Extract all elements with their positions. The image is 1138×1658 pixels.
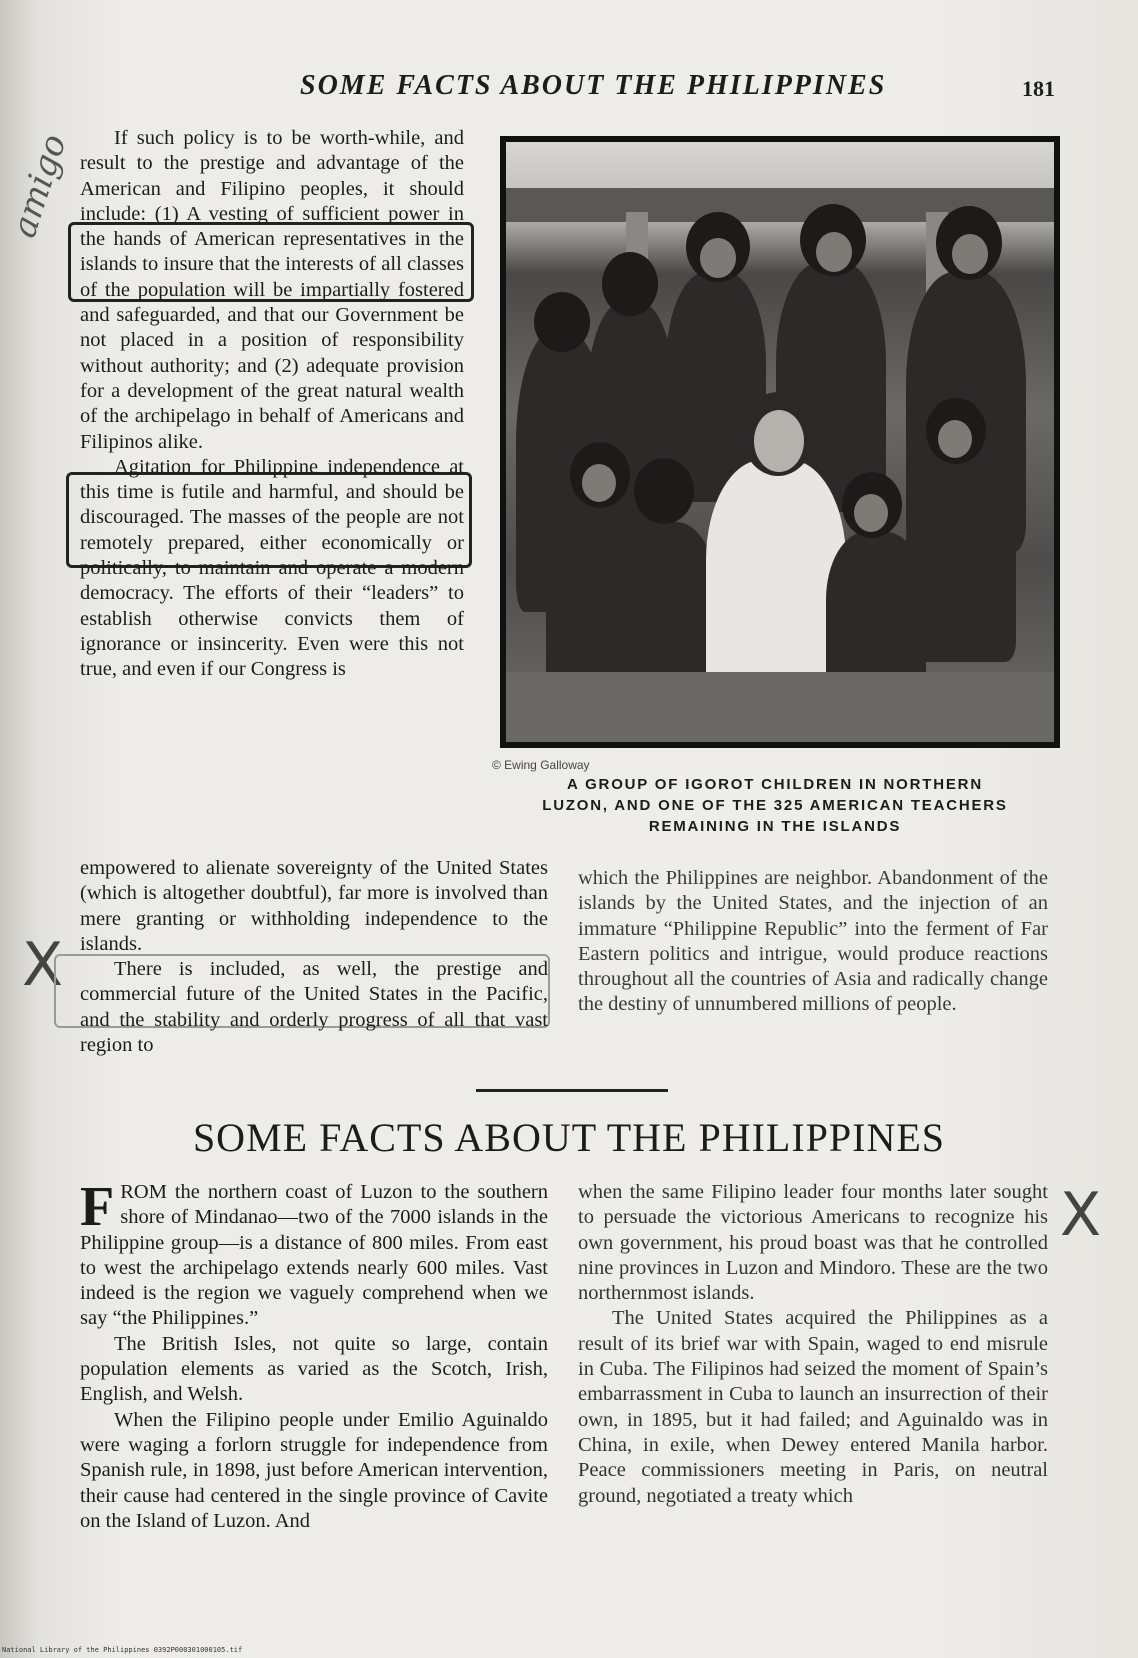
handwritten-x-mark-left: X	[22, 930, 64, 1000]
caption-line: REMAINING IN THE ISLANDS	[648, 818, 902, 835]
photo-igorot-children	[506, 142, 1054, 742]
paragraph: The United States acquired the Philippines as a result of its brief war with Spain, waged to end misrule in Cuba. The Filipinos had seized the moment of Spain’s embarrassment in Cuba to launch an insurrection of their own, in 1895, but it had failed; and Aguinaldo was in China, in exile, when Dewey entered Manila harbor. Peace commissioners meeting in Paris, on neutral ground, negotiated a treaty which	[578, 1307, 1048, 1507]
paragraph: When the Filipino people under Emilio Aguinaldo were waging a forlorn struggle for independence from Spanish rule, in 1898, just before American intervention, their cause had centered in the single province of Cavite on the Island of Luzon. And	[80, 1408, 548, 1532]
article2-column-1	[80, 1176, 548, 1534]
drop-cap: F	[80, 1176, 115, 1238]
paragraph: which the Philippines are neighbor. Abandonment of the islands by the United States, and the injection of an immature “Philippine Republic” into the ferment of Far Eastern politics and intrigue, would produce reactions throughout all the countries of Asia and radically change the destiny of unnumbered millions of people.	[578, 867, 1048, 1016]
section-divider	[476, 1089, 668, 1092]
paragraph: Agitation for Philippine independence at this time is futile and harmful, and should be discouraged. The masses of the people are not remotely prepared, either economically or politically, to maintain and operate a modern democracy. The efforts of their “leaders” to establish otherwise convicts them of ignorance or insincerity. Even were this not true, and even if our Congress is	[80, 455, 464, 681]
article-column-2	[80, 856, 548, 1058]
paragraph: If such policy is to be worth-while, and result to the prestige and advantage of the American and Filipino peoples, it should include: (1) A vesting of sufficient power in the hands of American representatives in the islands to insure that the interests of all classes of the population will be impartially fostered and safeguarded, and that our Government be not placed in a position of responsibility without authority; and (2) adequate provision for a development of the great natural wealth of the archipelago in behalf of Americans and Filipinos alike.	[80, 127, 464, 453]
running-title: SOME FACTS ABOUT THE PHILIPPINES	[300, 70, 887, 101]
paragraph: The British Isles, not quite so large, contain population elements as varied as the Scotch, Irish, English, and Welsh.	[80, 1332, 548, 1406]
handwritten-margin-note: amigo	[4, 129, 75, 243]
handwritten-x-mark-right: X	[1060, 1180, 1102, 1250]
caption-line: A GROUP OF IGOROT CHILDREN IN NORTHERN	[567, 776, 983, 793]
page-number: 181	[1022, 76, 1055, 101]
paragraph: empowered to alienate sovereignty of the United States (which is altogether doubtful), far more is involved than mere granting or withholding independence to the islands.	[80, 857, 548, 955]
paragraph: when the same Filipino leader four months later sought to persuade the victorious Americans to recognize his own government, his proud boast was that he controlled nine provinces in Luzon and Mindoro. These are the two northernmost islands.	[578, 1181, 1048, 1305]
article-column-1	[80, 126, 464, 683]
article-title: SOME FACTS ABOUT THE PHILIPPINES	[192, 1115, 946, 1160]
article2-column-2	[578, 1180, 1048, 1509]
paragraph: There is included, as well, the prestige and commercial future of the United States in the Pacific, and the stability and orderly progress of all that vast region to	[80, 958, 548, 1057]
article-column-3	[578, 866, 1048, 1018]
photo-caption	[480, 774, 1070, 837]
scan-footer: National Library of the Philippines 0392P000301000105.tif	[2, 1646, 243, 1654]
paragraph: FROM the northern coast of Luzon to the southern shore of Mindanao—two of the 7000 islands in the Philippine group—is a distance of 800 miles. From east to west the archipelago extends nearly 600 miles. Vast indeed is the region we vaguely comprehend when we say “the Philippines.”	[80, 1176, 548, 1330]
caption-line: LUZON, AND ONE OF THE 325 AMERICAN TEACHERS	[542, 797, 1008, 814]
photo-credit: © Ewing Galloway	[492, 758, 590, 772]
